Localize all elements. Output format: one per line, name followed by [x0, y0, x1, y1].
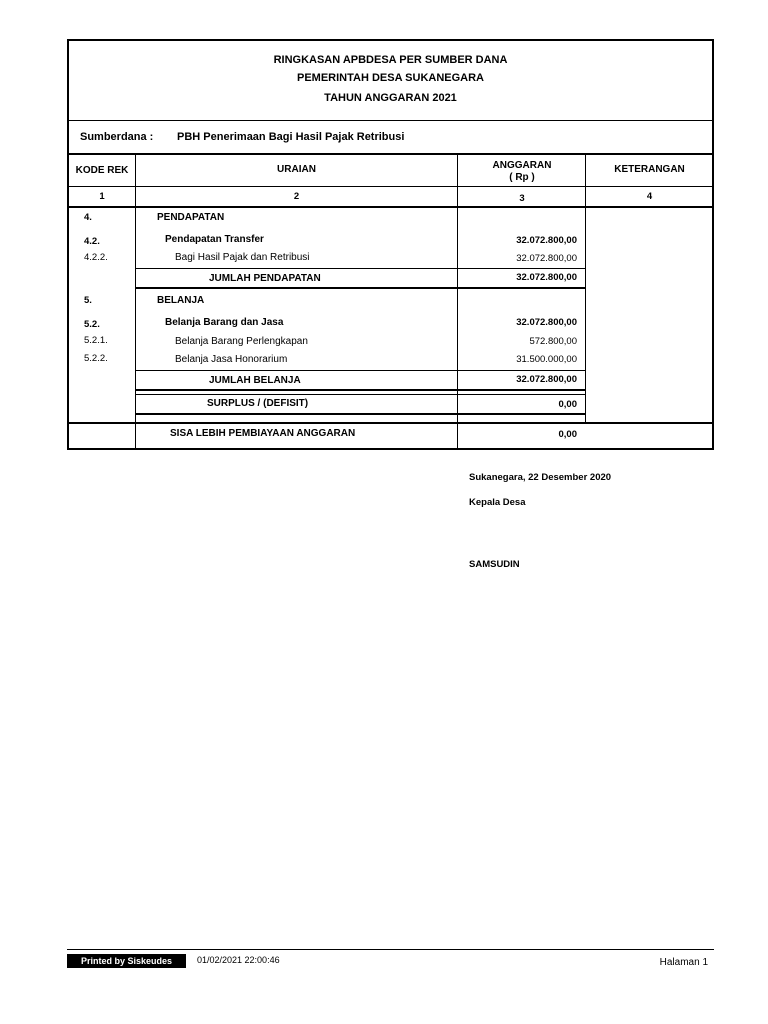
- col-anggaran-header: ANGGARAN: [492, 160, 552, 171]
- surplus-label: SURPLUS / (DEFISIT): [207, 398, 309, 409]
- divider-jumlah-belanja-bottom: [136, 389, 586, 391]
- col-anggaran-unit: ( Rp ): [509, 172, 535, 183]
- source-value: PBH Penerimaan Bagi Hasil Pajak Retribusi: [177, 131, 405, 143]
- row-kode: 5.2.2.: [84, 353, 108, 364]
- col-uraian-header: URAIAN: [277, 164, 316, 175]
- col-number-2: 2: [293, 191, 300, 202]
- row-kode: 4.: [84, 212, 92, 223]
- col-keterangan-header: KETERANGAN: [614, 164, 685, 175]
- silpa-value: 0,00: [558, 429, 577, 440]
- divider-header: [67, 120, 714, 121]
- row-kode: 4.2.2.: [84, 252, 108, 263]
- page-number: Halaman 1: [659, 957, 708, 968]
- print-timestamp: 01/02/2021 22:00:46: [197, 955, 280, 965]
- row-kode: 5.: [84, 295, 92, 306]
- col-number-4: 4: [646, 191, 653, 202]
- total-pendapatan-value: 32.072.800,00: [516, 272, 577, 283]
- row-nilai: 32.072.800,00: [516, 235, 577, 246]
- divider-colnumbers: [67, 206, 714, 208]
- divider-surplus-bottom: [136, 413, 586, 415]
- frame-top: [67, 39, 714, 41]
- frame-right: [712, 39, 714, 450]
- total-belanja-value: 32.072.800,00: [516, 374, 577, 385]
- divider-jumlah-belanja-top: [136, 370, 586, 371]
- row-kode: 5.2.1.: [84, 335, 108, 346]
- surplus-value: 0,00: [558, 399, 577, 410]
- signature-place-date: Sukanegara, 22 Desember 2020: [469, 472, 612, 483]
- row-uraian: Pendapatan Transfer: [165, 234, 264, 245]
- divider-jumlah-pendapatan-bottom: [136, 287, 586, 289]
- divider-silpa-top: [67, 422, 714, 424]
- row-nilai: 31.500.000,00: [516, 354, 577, 365]
- row-uraian: Belanja Barang Perlengkapan: [175, 336, 308, 347]
- row-nilai: 32.072.800,00: [516, 253, 577, 264]
- footer-divider: [67, 949, 714, 950]
- report-year: TAHUN ANGGARAN 2021: [324, 92, 457, 104]
- vline-kode: [135, 154, 136, 449]
- silpa-label: SISA LEBIH PEMBIAYAAN ANGGARAN: [170, 428, 356, 439]
- source-label: Sumberdana :: [80, 131, 154, 143]
- total-pendapatan-label: JUMLAH PENDAPATAN: [209, 273, 321, 284]
- col-number-1: 1: [99, 191, 105, 202]
- signature-name: SAMSUDIN: [469, 559, 520, 570]
- col-number-3: 3: [519, 193, 525, 204]
- divider-jumlah-pendapatan-top: [136, 268, 586, 269]
- col-kode-header: KODE REK: [75, 165, 129, 176]
- printed-by-badge: Printed by Siskeudes: [67, 954, 186, 968]
- row-nilai: 572.800,00: [529, 336, 577, 347]
- row-kode: 4.2.: [84, 236, 100, 247]
- divider-surplus-top: [136, 394, 586, 395]
- total-belanja-label: JUMLAH BELANJA: [209, 375, 301, 386]
- row-uraian: Bagi Hasil Pajak dan Retribusi: [175, 252, 310, 263]
- frame-bottom: [67, 448, 714, 450]
- row-nilai: 32.072.800,00: [516, 317, 577, 328]
- row-uraian: Belanja Jasa Honorarium: [175, 354, 288, 365]
- row-uraian: PENDAPATAN: [157, 212, 225, 223]
- report-title: RINGKASAN APBDESA PER SUMBER DANA: [273, 54, 508, 66]
- row-uraian: BELANJA: [157, 295, 205, 306]
- divider-source: [67, 153, 714, 155]
- row-kode: 5.2.: [84, 319, 100, 330]
- signature-position: Kepala Desa: [469, 497, 526, 508]
- report-village: PEMERINTAH DESA SUKANEGARA: [296, 72, 484, 84]
- row-uraian: Belanja Barang dan Jasa: [165, 317, 284, 328]
- divider-colhead: [67, 186, 714, 187]
